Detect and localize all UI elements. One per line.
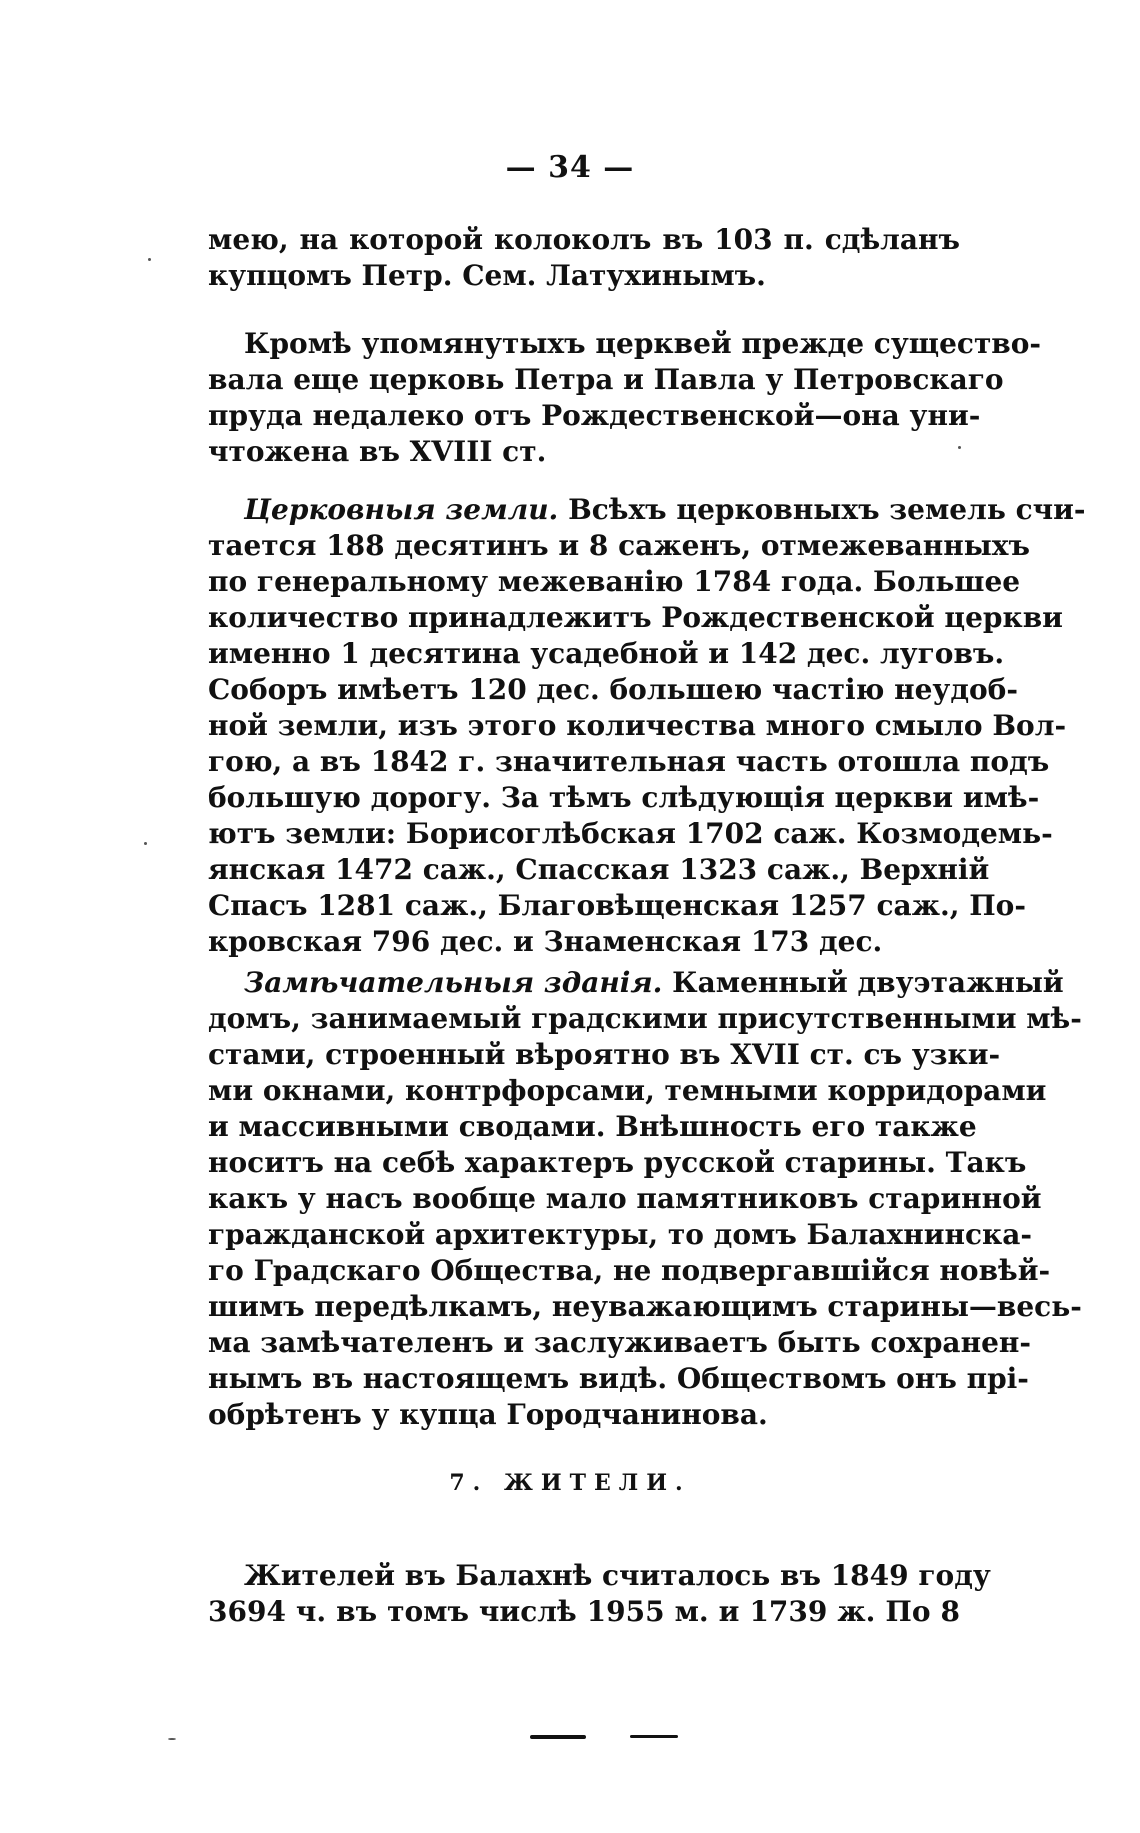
- text-line: и массивными сводами. Внѣшность его также: [208, 1110, 977, 1143]
- text-line: стами, строенный вѣроятно въ XVII ст. съ узки-: [208, 1038, 1001, 1071]
- text-line: носитъ на себѣ характеръ русской старины. Такъ: [208, 1146, 1027, 1179]
- footer-ornament-rule: [530, 1735, 586, 1739]
- text-line: мею, на которой колоколъ въ 103 п. сдѣланъ: [208, 223, 960, 256]
- text-line: ютъ земли: Борисоглѣбская 1702 саж. Козмодемь-: [208, 817, 1053, 850]
- text-fragment: Каменный двуэтажный: [672, 966, 1064, 999]
- text-line: го Градскаго Общества, не подвергавшійся новѣй-: [208, 1254, 1051, 1287]
- print-speck: [168, 1738, 176, 1740]
- print-speck: [144, 842, 147, 845]
- text-line: Жителей въ Балахнѣ считалось въ 1849 году: [244, 1559, 991, 1592]
- text-line: ной земли, изъ этого количества много смыло Вол-: [208, 709, 1067, 742]
- text-line: янская 1472 саж., Спасская 1323 саж., Верхній: [208, 853, 990, 886]
- paragraph-heading: Церковныя земли.: [244, 493, 559, 526]
- text-line: обрѣтенъ у купца Городчанинова.: [208, 1398, 768, 1431]
- text-line: чтожена въ XVIII ст.: [208, 435, 547, 468]
- text-line: домъ, занимаемый градскими присутственными мѣ-: [208, 1002, 1082, 1035]
- text-line: [208, 965, 1064, 1001]
- text-fragment: Всѣхъ церковныхъ земель счи-: [568, 493, 1086, 526]
- text-line: вала еще церковь Петра и Павла у Петровскаго: [208, 363, 1004, 396]
- paragraph-continuation: [208, 222, 960, 294]
- text-line: Соборъ имѣетъ 120 дес. большею частію неудоб-: [208, 673, 1018, 706]
- text-line: Кромѣ упомянутыхъ церквей прежде существо-: [244, 327, 1042, 360]
- text-line: шимъ передѣлкамъ, неуважающимъ старины—весь-: [208, 1290, 1082, 1323]
- paragraph-church-lands: [208, 492, 1086, 960]
- page-number: — 34 —: [505, 150, 635, 185]
- paragraph-inhabitants: [208, 1558, 991, 1630]
- paragraph-former-church: [208, 326, 1042, 470]
- text-line: пруда недалеко отъ Рождественской—она уни-: [208, 399, 981, 432]
- text-line: гражданской архитектуры, то домъ Балахнинска-: [208, 1218, 1032, 1251]
- text-line: кровская 796 дес. и Знаменская 173 дес.: [208, 925, 883, 958]
- text-line: количество принадлежитъ Рождественской церкви: [208, 601, 1063, 634]
- text-line: 3694 ч. въ томъ числѣ 1955 м. и 1739 ж. По 8: [208, 1595, 960, 1628]
- text-line: ма замѣчателенъ и заслуживаетъ быть сохранен-: [208, 1326, 1031, 1359]
- text-line: какъ у насъ вообще мало памятниковъ старинной: [208, 1182, 1042, 1215]
- print-speck: [958, 446, 961, 449]
- paragraph-heading: Замѣчательныя зданія.: [244, 966, 663, 999]
- section-heading: 7. ЖИТЕЛИ.: [449, 1470, 691, 1496]
- text-line: тается 188 десятинъ и 8 саженъ, отмежеванныхъ: [208, 529, 1030, 562]
- text-line: ми окнами, контрфорсами, темными корридорами: [208, 1074, 1047, 1107]
- text-line: Спасъ 1281 саж., Благовѣщенская 1257 саж., По-: [208, 889, 1026, 922]
- text-line: купцомъ Петр. Сем. Латухинымъ.: [208, 259, 766, 292]
- text-line: [208, 492, 1086, 528]
- text-line: гою, а въ 1842 г. значительная часть отошла подъ: [208, 745, 1050, 778]
- paragraph-notable-buildings: [208, 965, 1082, 1433]
- text-line: именно 1 десятина усадебной и 142 дес. луговъ.: [208, 637, 1005, 670]
- text-line: большую дорогу. За тѣмъ слѣдующія церкви имѣ-: [208, 781, 1040, 814]
- text-line: нымъ въ настоящемъ видѣ. Обществомъ онъ прі-: [208, 1362, 1029, 1395]
- print-speck: [148, 258, 151, 261]
- text-line: по генеральному межеванію 1784 года. Большее: [208, 565, 1021, 598]
- footer-ornament-rule: [630, 1735, 678, 1738]
